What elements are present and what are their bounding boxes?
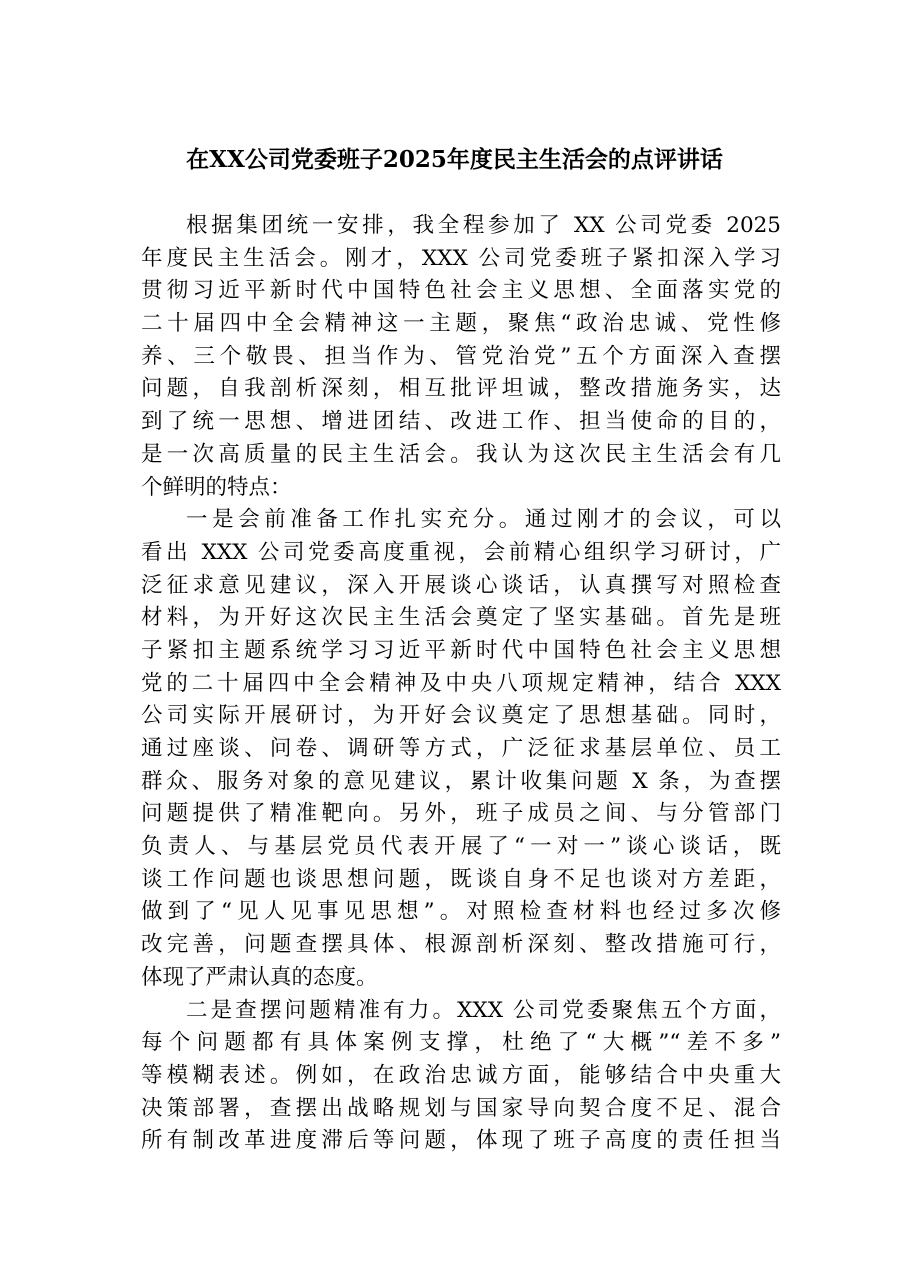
text-line: 根据集团统一安排，我全程参加了 XX 公司党委 2025 bbox=[186, 213, 781, 238]
text-line: 二是查摆问题精准有力。XXX 公司党委聚焦五个方面， bbox=[186, 997, 781, 1023]
text-line: 做到了“见人见事见思想”。对照检查材料也经过多次修 bbox=[141, 899, 781, 925]
text-line: 贯彻习近平新时代中国特色社会主义思想、全面落实党的 bbox=[141, 278, 781, 304]
text-line: 到了统一思想、增进团结、改进工作、担当使命的目的， bbox=[141, 409, 781, 435]
text-line: 每个问题都有具体案例支撑，杜绝了“大概”“差不多” bbox=[141, 1030, 781, 1056]
text-line: 所有制改革进度滞后等问题，体现了班子高度的责任担当 bbox=[141, 1128, 781, 1154]
text-line: 改完善，问题查摆具体、根源剖析深刻、整改措施可行， bbox=[141, 932, 781, 958]
text-line: 党的二十届四中全会精神及中央八项规定精神，结合 XXX bbox=[141, 670, 781, 696]
text-line: 看出 XXX 公司党委高度重视，会前精心组织学习研讨，广 bbox=[141, 539, 781, 565]
text-line: 子紧扣主题系统学习习近平新时代中国特色社会主义思想 bbox=[141, 637, 781, 663]
text-line: 问题，自我剖析深刻，相互批评坦诚，整改措施务实，达 bbox=[141, 376, 781, 402]
document-title: 在XX公司党委班子2025年度民主生活会的点评讲话 bbox=[186, 146, 723, 173]
text-line: 年度民主生活会。刚才，XXX 公司党委班子紧扣深入学习 bbox=[141, 245, 781, 271]
text-line: 是一次高质量的民主生活会。我认为这次民主生活会有几 bbox=[141, 441, 781, 467]
text-line: 个鲜明的特点： bbox=[141, 474, 292, 500]
document-body bbox=[141, 210, 781, 1158]
text-line: 养、三个敬畏、担当作为、管党治党”五个方面深入查摆 bbox=[141, 343, 781, 369]
text-line: 通过座谈、问卷、调研等方式，广泛征求基层单位、员工 bbox=[141, 736, 781, 761]
text-line: 问题提供了精准靶向。另外，班子成员之间、与分管部门 bbox=[141, 801, 781, 827]
text-line: 泛征求意见建议，深入开展谈心谈话，认真撰写对照检查 bbox=[141, 572, 781, 598]
text-line: 公司实际开展研讨，为开好会议奠定了思想基础。同时， bbox=[141, 703, 781, 729]
text-line: 负责人、与基层党员代表开展了“一对一”谈心谈话，既 bbox=[141, 834, 781, 860]
text-line: 材料，为开好这次民主生活会奠定了坚实基础。首先是班 bbox=[141, 605, 781, 631]
text-line: 体现了严肃认真的态度。 bbox=[141, 964, 378, 990]
text-line: 群众、服务对象的意见建议，累计收集问题 X 条，为查摆 bbox=[141, 768, 781, 794]
text-line: 决策部署，查摆出战略规划与国家导向契合度不足、混合 bbox=[141, 1095, 781, 1121]
text-line: 谈工作问题也谈思想问题，既谈自身不足也谈对方差距， bbox=[141, 866, 781, 892]
text-line: 等模糊表述。例如，在政治忠诚方面，能够结合中央重大 bbox=[141, 1062, 781, 1088]
text-line: 一是会前准备工作扎实充分。通过刚才的会议，可以 bbox=[186, 507, 781, 533]
text-line: 二十届四中全会精神这一主题，聚焦“政治忠诚、党性修 bbox=[141, 311, 781, 337]
